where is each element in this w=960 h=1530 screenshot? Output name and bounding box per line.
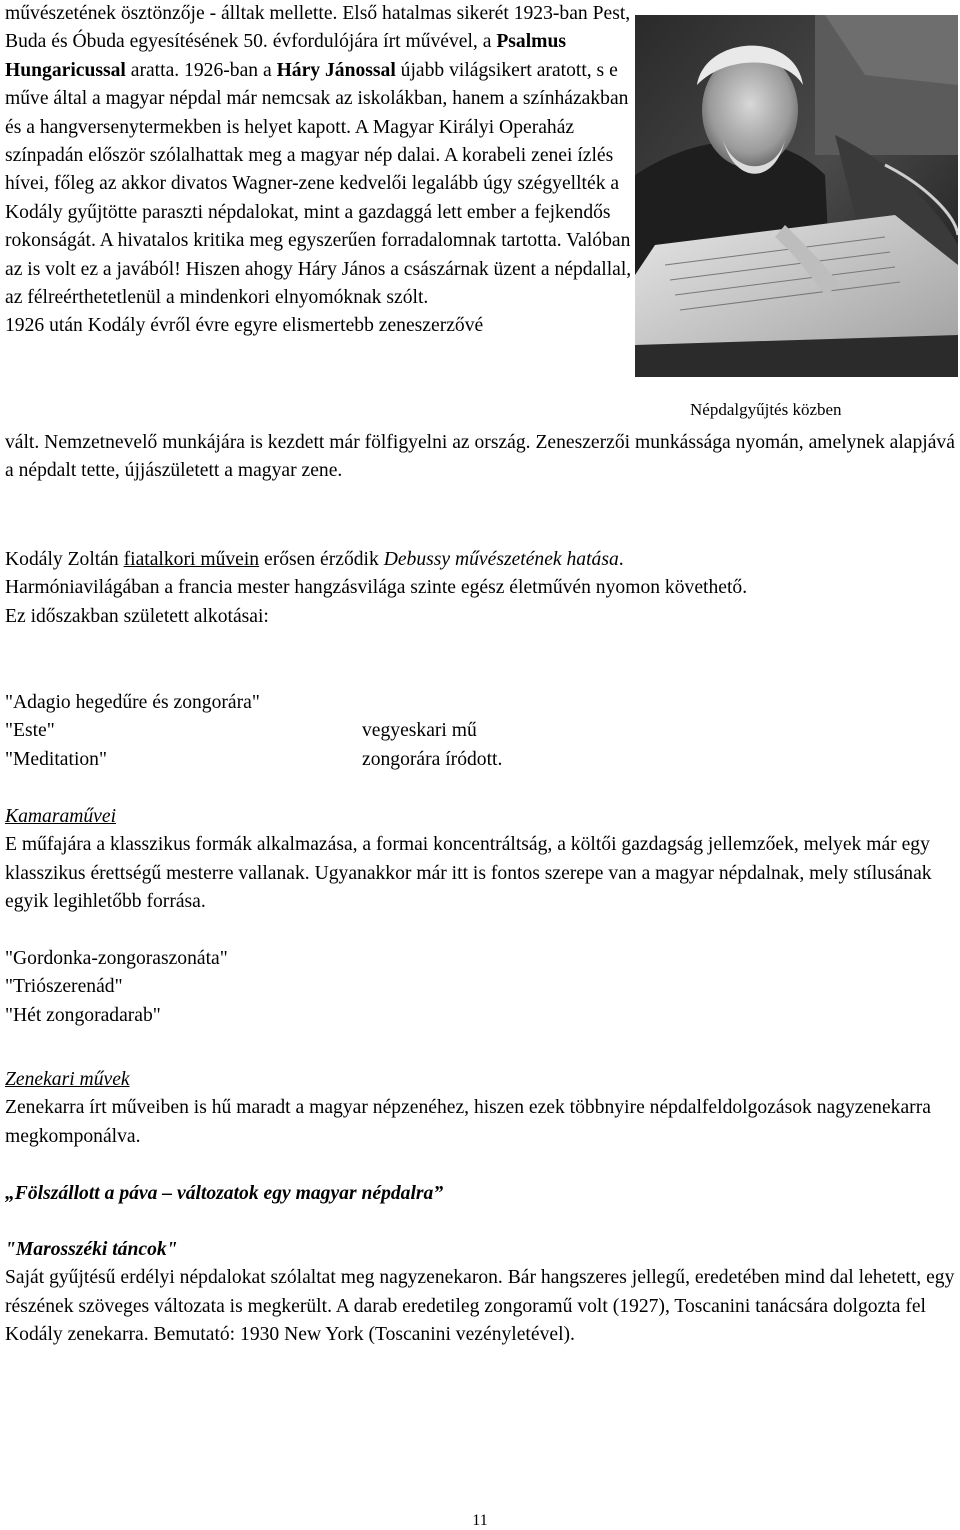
intro-text-part: aratta. 1926-ban a: [125, 59, 277, 81]
work-note: vegyeskari mű: [362, 720, 477, 742]
early-works-list: [5, 689, 705, 774]
list-item: [5, 717, 705, 745]
debussy-text-part: .: [618, 549, 624, 570]
work-name: "Este": [5, 720, 55, 742]
chamber-works-section: [5, 803, 955, 917]
psalmus-title: Psalmus Hungaricussal: [5, 31, 567, 81]
intro-text-1926: 1926 után Kodály évről évre egyre elismertebb zeneszerzővé: [5, 315, 484, 337]
photo-illustration: [635, 15, 958, 377]
list-item: "Triószerenád": [5, 976, 123, 998]
list-item: [5, 689, 705, 717]
orchestral-works-heading: Zenekari művek: [5, 1069, 130, 1090]
photo-caption: Népdalgyűjtés közben: [690, 400, 842, 419]
list-item: "Gordonka-zongoraszonáta": [5, 948, 228, 969]
list-item: [5, 746, 705, 774]
debussy-text: [5, 546, 955, 574]
list-item: "Hét zongoradarab": [5, 1004, 161, 1026]
work-note: zongorára íródott.: [362, 748, 503, 770]
debussy-text-part: Kodály Zoltán: [5, 549, 124, 570]
marosszeki-text: Saját gyűjtésű erdélyi népdalokat szólaltat meg nagyzenekaron. Bár hangszeres jellegű, eredetében mind dal lehetett, egy részének szöveges változata is megkerült. A darab eredetileg zongoramű volt (1927), Toscanini tanácsára dolgozta fel Kodály zenekarra. Bemutató: 1930 New York (Toscanini vezényletével).: [5, 1267, 955, 1346]
work-name: "Meditation": [5, 748, 107, 770]
hary-title: Háry Jánossal: [276, 59, 396, 81]
debussy-works-intro: Ez időszakban született alkotásai:: [5, 605, 269, 627]
marosszeki-section: [5, 1236, 955, 1350]
intro-text-part: művészetének ösztönzője - álltak mellette. Első hatalmas sikerét 1923-ban Pest, Buda és Óbuda egyesítésének 50. évfordulójára írt művével, a: [5, 3, 631, 53]
early-works-underlined: fiatalkori művein: [123, 549, 260, 570]
marosszeki-title: "Marosszéki táncok": [5, 1239, 178, 1260]
intro-paragraph: [5, 0, 635, 341]
pava-section: [5, 1180, 955, 1208]
intro-text: [5, 0, 635, 312]
continuation-text: vált. Nemzetnevelő munkájára is kezdett már fölfigyelni az ország. Zeneszerzői munkássága nyomán, amelynek alapjává a népdalt tette, újjászületett a magyar zene.: [5, 432, 955, 482]
pava-title: „Fölszállott a páva – változatok egy magyar népdalra”: [5, 1183, 444, 1204]
orchestral-works-text: Zenekarra írt műveiben is hű maradt a magyar népzenéhez, hiszen ezek többnyire népdalfeldolgozások nagyzenekarra megkomponálva.: [5, 1097, 931, 1147]
orchestral-works-section: [5, 1066, 955, 1151]
debussy-influence-italic: Debussy művészetének hatása: [383, 549, 619, 570]
page-number: 11: [472, 1512, 488, 1529]
debussy-section: [5, 546, 955, 631]
chamber-works-list: [5, 945, 955, 1030]
work-name: "Adagio hegedűre és zongorára": [5, 692, 260, 713]
chamber-works-heading: Kamaraművei: [5, 806, 117, 827]
debussy-text-part: erősen érződik: [259, 549, 384, 570]
intro-text-part: újabb világsikert aratott, s e műve által a magyar népdal már nemcsak az iskolákban, hanem a színházakban és a hangversenytermekben is helyet kapott. A Magyar Királyi Operaház színpadán először szólalhattak meg a magyar nép dalai. A korabeli zenei ízlés hívei, főleg az akkor divatos Wagner-zene kedvelői legalább úgy szégyellték a Kodály gyűjtötte paraszti népdalokat, mint a gazdaggá lett ember a fejkendős rokonságát. A hivatalos kritika meg egyszerűen forradalomnak tartotta. Valóban az is volt ez a javából! Hiszen ahogy Háry János a császárnak üzent a népdallal, az félreérthetetlenül a mindenkori elnyomóknak szólt.: [5, 59, 632, 309]
continuation-paragraph: [5, 429, 955, 486]
debussy-harmony-text: Harmóniavilágában a francia mester hangzásvilága szinte egész életművén nyomon követhető.: [5, 577, 748, 599]
kodaly-photo: [635, 15, 958, 377]
chamber-works-text: E műfajára a klasszikus formák alkalmazása, a formai koncentráltság, a költői gazdagság jellemzőek, melyek már egy klasszikus érettségű mesterre vallanak. Ugyanakkor már itt is fontos szerepe van a magyar népdalnak, mely stílusának egyik legihletőbb forrása.: [5, 834, 932, 913]
